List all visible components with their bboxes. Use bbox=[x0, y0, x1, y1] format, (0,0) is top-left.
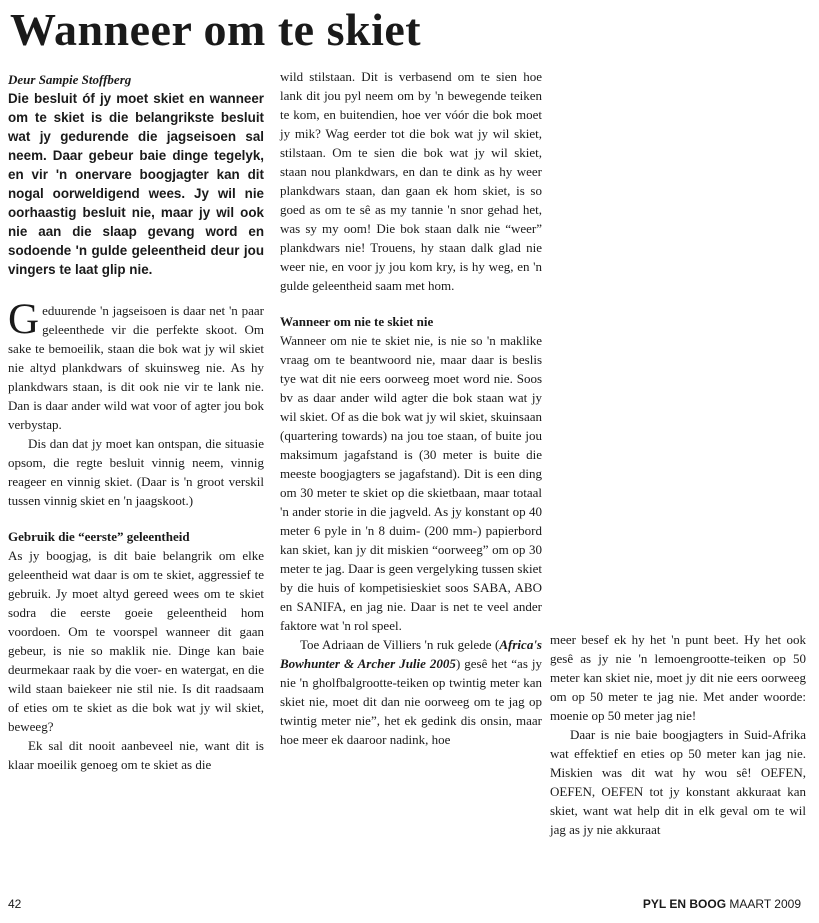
section-heading: Wanneer om nie te skiet nie bbox=[280, 314, 434, 329]
body-paragraph: Daar is nie baie boogjagters in Suid-Afrika wat effektief en eties op 50 meter kan jag nie. Miskien was dit wat hy wou sê! OEFEN, OEFEN, OEFEN tot jy konstant akkuraat kan skiet, want wat help dit in elk geval om te wil jag as jy nie akkuraat bbox=[550, 727, 806, 837]
page-number: 42 bbox=[8, 897, 22, 911]
author-byline: Deur Sampie Stoffberg bbox=[8, 72, 132, 87]
article-title: Wanneer om te skiet bbox=[10, 4, 422, 55]
citation: Africa's Bowhunter & Archer Julie 2005 bbox=[280, 637, 542, 671]
issue-date: MAART 2009 bbox=[726, 897, 801, 911]
body-paragraph: Ek sal dit nooit aanbeveel nie, want dit is klaar moeilik genoeg om te skiet as die bbox=[8, 738, 264, 772]
body-paragraph bbox=[280, 635, 542, 749]
page-footer bbox=[0, 895, 819, 915]
body-paragraph: Wanneer om nie te skiet nie, is nie so 'n maklike vraag om te beantwoord nie, maar daar is beslis tye wat dit nie eers oorweeg moet word nie. Soos bv as daar ander wild agter die bok staan wat jy wil skiet. Of as die bok wat jy wil skiet, skuinsaan (quartering towards) na jou toe staan, of buite jou maksimum jagafstand is (30 meter is buite die meeste boogjagters se jagafstand). Dit is een ding om 30 meter te skiet op die skietbaan, maar totaal 'n ander storie in die jagveld. As jy konstant op 40 meter 6 pyle in 'n 8 duim- (200 mm-) papierbord kan skiet, kan jy dit miskien “oorweeg” om op 30 meter te jag. Daar is geen vergelyking tussen skiet by die huis of kompetisieskiet soos SABA, ABO en SANIFA, en jag nie. Daar is net te veel ander faktore wat 'n rol speel. bbox=[280, 333, 542, 633]
body-paragraph: As jy boogjag, is dit baie belangrik om elke geleentheid wat daar is om te skiet, aggressief te gebruik. Jy moet altyd gereed wees om te skiet sodra die eerste goeie geleentheid hom voordoen. Om te voorspel wanneer dit gaan gebeur, is nie so maklik nie. Dinge kan baie deurmekaar raak by die voer- en watergat, en die wild staan baiekeer nie stil nie. Is dit raadsaam of eties om te skiet as die bok wat jy wil skiet, beweeg? bbox=[8, 548, 264, 734]
body-paragraph-text: eduurende 'n jagseisoen is daar net 'n paar geleenthede vir die perfekte skoot. Om sake te bemoeilik, staan die bok wat jy wil skiet nie altyd plankdwars of skuinsweg nie. As hy plankdwars staan, is dit ook nie vir te lank nie. Dan is daar ander wild wat voor of agter jou bok verbystap. bbox=[8, 303, 264, 432]
body-paragraph bbox=[8, 296, 264, 434]
body-paragraph-text: ) gesê het “as jy nie 'n gholfbalgrootte-teiken op twintig meter kan skiet nie, moet dit dan nie oorweeg om te jag op twintig meter nie”, het ek gedink dis onsin, maar hoe meer ek daaroor nadink, hoe bbox=[280, 656, 542, 747]
body-paragraph: meer besef ek hy het 'n punt beet. Hy het ook gesê as jy nie 'n lemoengrootte-teiken op 50 meter kan skiet nie, moet jy dit nie eers oorweeg om op 50 meter te jag nie. Met ander woorde: moenie op 50 meter jag nie! bbox=[550, 632, 806, 723]
column-1 bbox=[8, 70, 264, 774]
section-heading: Gebruik die “eerste” geleentheid bbox=[8, 529, 190, 544]
intro-paragraph: Die besluit óf jy moet skiet en wanneer om te skiet is die belangrikste besluit wat jy gedurende die jagseisoen sal neem. Daar gebeur baie dinge tegelyk, en vir 'n onervare boogjagter kan dit nogal oorweldigend wees. Jy wil nie oorhaastig besluit nie, maar jy wil ook nie aan die slaap gevang word en sodoende 'n gulde geleentheid deur jou vingers te laat glip nie. bbox=[8, 91, 264, 277]
publication-info bbox=[643, 897, 801, 911]
publication-name: PYL EN BOOG bbox=[642, 897, 727, 911]
body-paragraph: wild stilstaan. Dit is verbasend om te sien hoe lank dit jou pyl neem om by 'n bewegende teiken te kom, en buitendien, hoe ver vóór die bok moet jy mik? Wag eerder tot die bok wat jy wil skiet, stilstaan. Om te sien die bok wat jy wil skiet, staan nou plankdwars, en dan te dink as hy weer plankdwars staan, dan gaan ek hom skiet, is so goed as om te sê as my tannie 'n snor gehad het, was sy my oom! Die bok staan dalk nie “weer” plankdwars nie! Trouens, hy staan dalk glad nie weer nie, en voor jy jou kom kry, is hy weg, en 'n gulde geleentheid saam met hom. bbox=[280, 69, 542, 293]
body-paragraph-text: Toe Adriaan de Villiers 'n ruk gelede ( bbox=[300, 637, 500, 652]
body-paragraph: Dis dan dat jy moet kan ontspan, die situasie opsom, die regte besluit vinnig neem, vinnig reageer en vinnig skiet. (Daar is 'n groot verskil tussen vinnig skiet en 'n jaagskoot.) bbox=[8, 436, 264, 508]
column-2 bbox=[280, 67, 542, 749]
column-3 bbox=[550, 630, 806, 839]
drop-cap: G bbox=[8, 296, 40, 343]
